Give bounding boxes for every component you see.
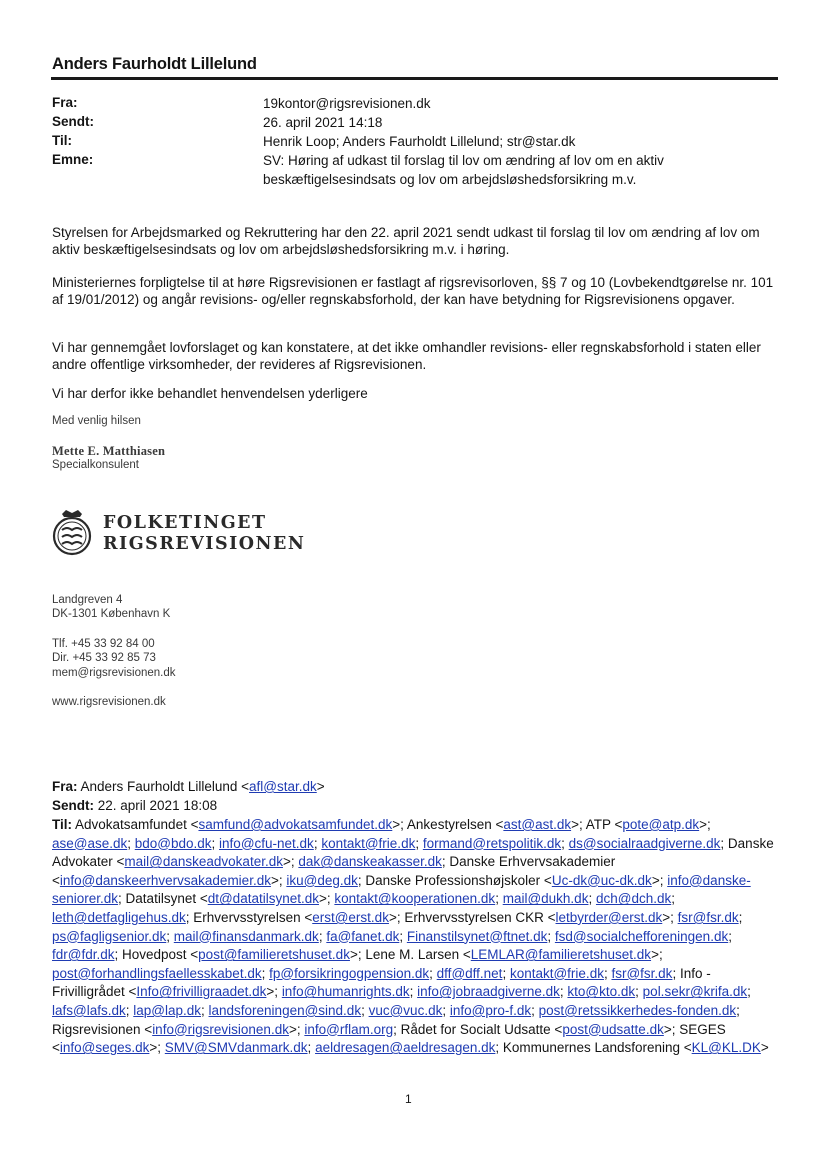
body-paragraph-2: Ministeriernes forpligtelse til at høre Rigsrevisionen er fastlagt af rigsrevisorloven, §§ 7 og 10 (Lovbekendtgørelse nr. 101 af 19/01/2012) og angår revisions- og/eller regnskabsforhold, der kan have betydning for Rigsrevisionens opgaver. — [52, 275, 774, 307]
recipient-link[interactable]: info@rflam.org — [304, 1021, 394, 1037]
page-number: 1 — [405, 1092, 412, 1106]
recipient-link[interactable]: formand@retspolitik.dk — [422, 835, 562, 851]
phone-direct: Dir. +45 33 92 85 73 — [52, 652, 156, 664]
header-rule — [51, 77, 778, 80]
recipient-link[interactable]: bdo@bdo.dk — [134, 835, 212, 851]
recipient-link[interactable]: dff@dff.net — [436, 965, 503, 981]
recipient-link[interactable]: fsd@socialchefforeningen.dk — [554, 928, 729, 944]
address-street: Landgreven 4 — [52, 594, 123, 606]
recipient-link[interactable]: info@cfu-net.dk — [219, 835, 314, 851]
recipient-link[interactable]: erst@erst.dk — [312, 909, 389, 925]
fwd-sent-value: 22. april 2021 18:08 — [97, 798, 218, 813]
fwd-from-name: Anders Faurholdt Lillelund — [80, 779, 238, 794]
recipient-link[interactable]: info@humanrights.dk — [281, 984, 410, 1000]
fwd-to-label: Til: — [52, 817, 72, 832]
recipient-link[interactable]: vuc@vuc.dk — [368, 1002, 443, 1018]
recipient-link[interactable]: dak@danskeakasser.dk — [298, 854, 442, 870]
recipient-link[interactable]: info@rigsrevisionen.dk — [152, 1021, 289, 1037]
body-paragraph-3: Vi har gennemgået lovforslaget og kan konstatere, at det ikke omhandler revisions- eller regnskabsforhold i staten eller andre offentlige virksomheder, der revideres af Rigsrevisionen. — [52, 340, 761, 372]
sent-label: Sendt: — [52, 114, 94, 129]
fwd-recipients: Til: Advokatsamfundet <samfund@advokatsamfundet.dk>; Ankestyrelsen <ast@ast.dk>; ATP <pote@atp.dk>; ase@ase.dk; bdo@bdo.dk; info@cfu-net.dk; kontakt@frie.dk; formand@retspolitik.dk; ds@socialraadgiverne.dk; Danske Advokater <mail@danskeadvokater.dk>; dak@danskeakasser.dk; Danske Erhvervsakademier <info@danskeerhvervsakademier.dk>; iku@deg.dk; Danske Professionshøjskoler <Uc-dk@uc-dk.dk>; info@danske-seniorer.dk; Datatilsynet <dt@datatilsynet.dk>; kontakt@kooperationen.dk; mail@dukh.dk; dch@dch.dk; leth@detfagligehus.dk; Erhvervsstyrelsen <erst@erst.dk>; Erhvervsstyrelsen CKR <letbyrder@erst.dk>; fsr@fsr.dk; ps@fagligsenior.dk; mail@finansdanmark.dk; fa@fanet.dk; Finanstilsynet@ftnet.dk; fsd@socialchefforeningen.dk; fdr@fdr.dk; Hovedpost <post@familieretshuset.dk>; Lene M. Larsen <LEMLAR@familieretshuset.dk>; post@forhandlingsfaellesskabet.dk; fp@forsikringogpension.dk; dff@dff.net; kontakt@frie.dk; fsr@fsr.dk; Info - Frivilligrådet <Info@frivilligraadet.dk>; info@humanrights.dk; info@jobraadgiverne.dk; kto@kto.dk; pol.sekr@krifa.dk; lafs@lafs.dk; lap@lap.dk; landsforeningen@sind.dk; vuc@vuc.dk; info@pro-f.dk; post@retssikkerhedes-fonden.dk; Rigsrevisionen <info@rigsrevisionen.dk>; info@rflam.org; Rådet for Socialt Udsatte <post@udsatte.dk>; SEGES <info@seges.dk>; SMV@SMVdanmark.dk; aeldresagen@aeldresagen.dk; Kommunernes Landsforening <KL@KL.DK> — [52, 817, 774, 1056]
recipient-link[interactable]: info@danskeerhvervsakademier.dk — [59, 872, 271, 888]
recipient-link[interactable]: ase@ase.dk — [52, 835, 128, 851]
recipient-link[interactable]: fsr@fsr.dk — [677, 909, 739, 925]
recipient-link[interactable]: post@retssikkerhedes-fonden.dk — [538, 1002, 737, 1018]
recipient-link[interactable]: Finanstilsynet@ftnet.dk — [406, 928, 548, 944]
recipient-link[interactable]: iku@deg.dk — [286, 872, 358, 888]
fwd-from-email-link[interactable]: afl@star.dk — [249, 779, 317, 794]
recipient-link[interactable]: dch@dch.dk — [595, 891, 672, 907]
recipient-link[interactable]: mail@finansdanmark.dk — [173, 928, 319, 944]
recipient-link[interactable]: kto@kto.dk — [567, 984, 636, 1000]
recipient-link[interactable]: ast@ast.dk — [503, 817, 572, 832]
recipient-link[interactable]: ds@socialraadgiverne.dk — [568, 835, 721, 851]
recipient-link[interactable]: info@danske-seniorer.dk — [52, 872, 751, 907]
fwd-from: Fra: Anders Faurholdt Lillelund <afl@star.dk> — [52, 779, 325, 794]
subject-line-2: beskæftigelsesindsats og lov om arbejdsløshedsforsikring m.v. — [263, 172, 637, 187]
signer-title: Specialkonsulent — [52, 459, 139, 471]
address-city: DK-1301 København K — [52, 608, 171, 620]
recipient-link[interactable]: info@jobraadgiverne.dk — [417, 984, 560, 1000]
body-paragraph-4: Vi har derfor ikke behandlet henvendelsen yderligere — [52, 386, 368, 401]
fwd-from-label: Fra: — [52, 779, 78, 794]
signer-name: Mette E. Matthiasen — [52, 444, 166, 458]
recipient-link[interactable]: post@udsatte.dk — [562, 1021, 664, 1037]
recipient-link[interactable]: ps@fagligsenior.dk — [52, 928, 167, 944]
recipient-link[interactable]: samfund@advokatsamfundet.dk — [198, 817, 393, 832]
recipient-link[interactable]: leth@detfagligehus.dk — [52, 909, 186, 925]
recipient-link[interactable]: fp@forsikringogpension.dk — [269, 965, 430, 981]
recipient-link[interactable]: aeldresagen@aeldresagen.dk — [315, 1040, 496, 1056]
body-paragraph-1: Styrelsen for Arbejdsmarked og Rekruttering har den 22. april 2021 sendt udkast til forslag til lov om ændring af lov om aktiv beskæftigelsesindsats og lov om arbejdsløshedsforsikring m.v. i høring. — [52, 225, 760, 257]
to-label: Til: — [52, 133, 72, 148]
recipient-link[interactable]: pol.sekr@krifa.dk — [642, 984, 748, 1000]
recipient-link[interactable]: landsforeningen@sind.dk — [208, 1002, 362, 1018]
subject-label: Emne: — [52, 152, 94, 167]
signer-email: mem@rigsrevisionen.dk — [52, 667, 176, 679]
from-value: 19kontor@rigsrevisionen.dk — [263, 96, 431, 111]
recipient-link[interactable]: info@pro-f.dk — [449, 1002, 532, 1018]
recipient-link[interactable]: fa@fanet.dk — [326, 928, 400, 944]
fwd-sent — [52, 797, 778, 816]
recipient-link[interactable]: post@familieretshuset.dk — [198, 947, 350, 963]
to-value: Henrik Loop; Anders Faurholdt Lillelund; str@star.dk — [263, 134, 576, 149]
subject-line-1: SV: Høring af udkast til forslag til lov om ændring af lov om en aktiv — [263, 153, 664, 168]
recipient-link[interactable]: pote@atp.dk — [622, 817, 700, 832]
recipient-link[interactable]: lap@lap.dk — [133, 1002, 201, 1018]
recipient-link[interactable]: letbyrder@erst.dk — [555, 909, 663, 925]
recipient-link[interactable]: KL@KL.DK — [691, 1040, 761, 1056]
org-name-line-2: RIGSREVISIONEN — [103, 534, 306, 554]
recipient-link[interactable]: mail@dukh.dk — [502, 891, 589, 907]
recipient-link[interactable]: LEMLAR@familieretshuset.dk — [470, 947, 652, 963]
recipient-link[interactable]: dt@datatilsynet.dk — [207, 891, 319, 907]
recipient-link[interactable]: info@seges.dk — [59, 1040, 150, 1056]
mailbox-owner: Anders Faurholdt Lillelund — [52, 55, 257, 73]
fwd-sent-label: Sendt: — [52, 798, 94, 813]
greeting: Med venlig hilsen — [52, 415, 141, 427]
crown-seal-icon — [50, 508, 94, 556]
recipient-link[interactable]: Uc-dk@uc-dk.dk — [551, 872, 652, 888]
from-label: Fra: — [52, 95, 78, 110]
sent-value: 26. april 2021 14:18 — [263, 115, 383, 130]
recipient-link[interactable]: fsr@fsr.dk — [611, 965, 673, 981]
recipient-link[interactable]: fdr@fdr.dk — [52, 947, 115, 963]
phone-main: Tlf. +45 33 92 84 00 — [52, 638, 155, 650]
recipient-link[interactable]: post@forhandlingsfaellesskabet.dk — [52, 965, 262, 981]
recipient-link[interactable]: mail@danskeadvokater.dk — [124, 854, 283, 870]
org-name-line-1: FOLKETINGET — [103, 513, 267, 533]
recipient-link[interactable]: kontakt@frie.dk — [321, 835, 416, 851]
recipient-link[interactable]: kontakt@frie.dk — [509, 965, 604, 981]
recipient-link[interactable]: SMV@SMVdanmark.dk — [164, 1040, 308, 1056]
website: www.rigsrevisionen.dk — [52, 696, 166, 708]
recipient-link[interactable]: lafs@lafs.dk — [52, 1002, 126, 1018]
recipient-link[interactable]: Info@frivilligraadet.dk — [136, 984, 267, 1000]
recipient-link[interactable]: kontakt@kooperationen.dk — [334, 891, 496, 907]
